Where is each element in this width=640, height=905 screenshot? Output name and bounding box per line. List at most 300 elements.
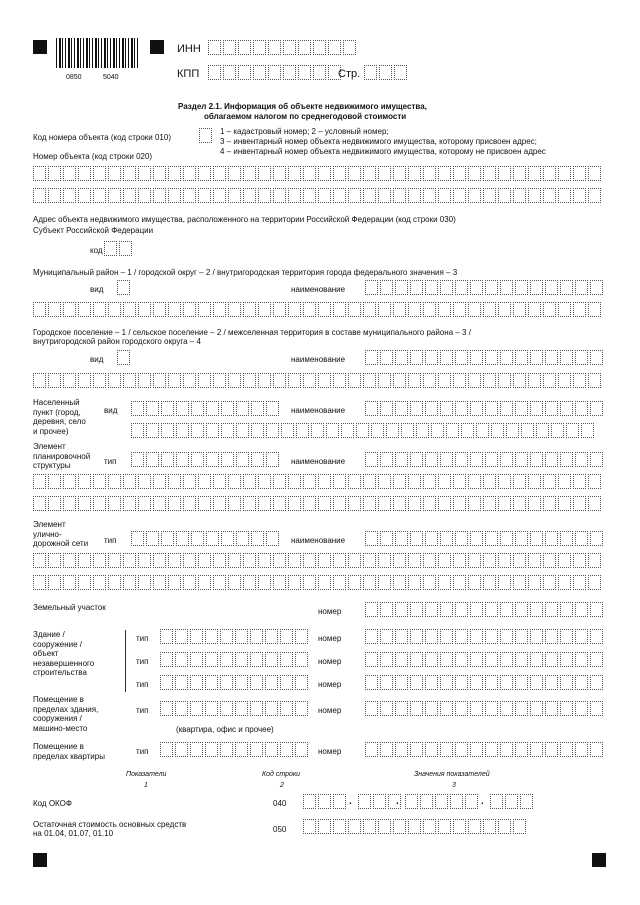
char-cell[interactable] xyxy=(48,188,61,203)
char-cell[interactable] xyxy=(500,652,513,667)
char-cell[interactable] xyxy=(190,675,203,690)
char-cell[interactable] xyxy=(273,188,286,203)
char-cell[interactable] xyxy=(33,474,46,489)
char-cell[interactable] xyxy=(470,602,483,617)
char-cell[interactable] xyxy=(560,350,573,365)
char-cell[interactable] xyxy=(575,452,588,467)
char-cell[interactable] xyxy=(440,401,453,416)
char-cell[interactable] xyxy=(410,401,423,416)
char-cell[interactable] xyxy=(453,553,466,568)
char-cell[interactable] xyxy=(438,373,451,388)
char-cell[interactable] xyxy=(108,496,121,511)
char-cell[interactable] xyxy=(505,794,518,809)
char-cell[interactable] xyxy=(266,401,279,416)
char-cell[interactable] xyxy=(318,474,331,489)
char-cell[interactable] xyxy=(528,166,541,181)
char-cell[interactable] xyxy=(295,652,308,667)
char-cell[interactable] xyxy=(348,302,361,317)
char-cell[interactable] xyxy=(500,602,513,617)
char-cell[interactable] xyxy=(545,350,558,365)
char-cell[interactable] xyxy=(468,474,481,489)
char-cell[interactable] xyxy=(401,423,414,438)
char-cell[interactable] xyxy=(303,819,316,834)
char-cell[interactable] xyxy=(520,794,533,809)
char-cell[interactable] xyxy=(515,629,528,644)
char-cell[interactable] xyxy=(168,496,181,511)
char-cell[interactable] xyxy=(365,701,378,716)
char-cell[interactable] xyxy=(250,675,263,690)
building-type-cells-1[interactable] xyxy=(160,629,310,644)
char-cell[interactable] xyxy=(515,452,528,467)
char-cell[interactable] xyxy=(515,350,528,365)
char-cell[interactable] xyxy=(33,302,46,317)
char-cell[interactable] xyxy=(295,629,308,644)
char-cell[interactable] xyxy=(123,474,136,489)
char-cell[interactable] xyxy=(153,302,166,317)
char-cell[interactable] xyxy=(470,629,483,644)
char-cell[interactable] xyxy=(425,452,438,467)
char-cell[interactable] xyxy=(348,373,361,388)
char-cell[interactable] xyxy=(235,742,248,757)
char-cell[interactable] xyxy=(298,40,311,55)
char-cell[interactable] xyxy=(470,280,483,295)
char-cell[interactable] xyxy=(545,401,558,416)
char-cell[interactable] xyxy=(483,166,496,181)
char-cell[interactable] xyxy=(575,401,588,416)
char-cell[interactable] xyxy=(365,652,378,667)
char-cell[interactable] xyxy=(365,280,378,295)
char-cell[interactable] xyxy=(243,373,256,388)
char-cell[interactable] xyxy=(238,40,251,55)
char-cell[interactable] xyxy=(198,553,211,568)
char-cell[interactable] xyxy=(483,575,496,590)
char-cell[interactable] xyxy=(393,166,406,181)
char-cell[interactable] xyxy=(470,652,483,667)
char-cell[interactable] xyxy=(273,373,286,388)
char-cell[interactable] xyxy=(131,423,144,438)
char-cell[interactable] xyxy=(119,241,132,256)
char-cell[interactable] xyxy=(160,629,173,644)
building-number-cells-3[interactable] xyxy=(365,675,605,690)
char-cell[interactable] xyxy=(588,496,601,511)
char-cell[interactable] xyxy=(348,553,361,568)
char-cell[interactable] xyxy=(205,652,218,667)
char-cell[interactable] xyxy=(123,553,136,568)
char-cell[interactable] xyxy=(198,575,211,590)
char-cell[interactable] xyxy=(528,474,541,489)
char-cell[interactable] xyxy=(590,629,603,644)
char-cell[interactable] xyxy=(363,188,376,203)
char-cell[interactable] xyxy=(333,474,346,489)
char-cell[interactable] xyxy=(483,819,496,834)
char-cell[interactable] xyxy=(228,373,241,388)
char-cell[interactable] xyxy=(425,742,438,757)
char-cell[interactable] xyxy=(138,553,151,568)
char-cell[interactable] xyxy=(108,553,121,568)
char-cell[interactable] xyxy=(485,742,498,757)
char-cell[interactable] xyxy=(168,553,181,568)
char-cell[interactable] xyxy=(236,423,249,438)
char-cell[interactable] xyxy=(438,188,451,203)
char-cell[interactable] xyxy=(228,302,241,317)
char-cell[interactable] xyxy=(528,575,541,590)
char-cell[interactable] xyxy=(333,819,346,834)
char-cell[interactable] xyxy=(455,452,468,467)
char-cell[interactable] xyxy=(63,575,76,590)
char-cell[interactable] xyxy=(168,302,181,317)
char-cell[interactable] xyxy=(408,819,421,834)
municipal-name-row-2[interactable] xyxy=(33,302,603,317)
char-cell[interactable] xyxy=(408,474,421,489)
char-cell[interactable] xyxy=(373,794,386,809)
char-cell[interactable] xyxy=(468,373,481,388)
char-cell[interactable] xyxy=(378,474,391,489)
char-cell[interactable] xyxy=(380,629,393,644)
char-cell[interactable] xyxy=(588,474,601,489)
char-cell[interactable] xyxy=(123,496,136,511)
char-cell[interactable] xyxy=(228,166,241,181)
char-cell[interactable] xyxy=(440,652,453,667)
char-cell[interactable] xyxy=(348,474,361,489)
planning-name-row-3[interactable] xyxy=(33,496,603,511)
char-cell[interactable] xyxy=(108,302,121,317)
char-cell[interactable] xyxy=(498,474,511,489)
char-cell[interactable] xyxy=(530,675,543,690)
char-cell[interactable] xyxy=(408,373,421,388)
char-cell[interactable] xyxy=(190,701,203,716)
char-cell[interactable] xyxy=(198,496,211,511)
char-cell[interactable] xyxy=(333,166,346,181)
char-cell[interactable] xyxy=(117,280,130,295)
char-cell[interactable] xyxy=(560,452,573,467)
char-cell[interactable] xyxy=(380,452,393,467)
char-cell[interactable] xyxy=(440,280,453,295)
char-cell[interactable] xyxy=(235,652,248,667)
char-cell[interactable] xyxy=(265,742,278,757)
char-cell[interactable] xyxy=(543,188,556,203)
char-cell[interactable] xyxy=(558,373,571,388)
char-cell[interactable] xyxy=(138,188,151,203)
char-cell[interactable] xyxy=(288,302,301,317)
char-cell[interactable] xyxy=(560,531,573,546)
char-cell[interactable] xyxy=(280,629,293,644)
char-cell[interactable] xyxy=(303,474,316,489)
char-cell[interactable] xyxy=(393,188,406,203)
char-cell[interactable] xyxy=(183,302,196,317)
char-cell[interactable] xyxy=(408,496,421,511)
char-cell[interactable] xyxy=(410,350,423,365)
char-cell[interactable] xyxy=(455,401,468,416)
char-cell[interactable] xyxy=(153,575,166,590)
char-cell[interactable] xyxy=(506,423,519,438)
char-cell[interactable] xyxy=(221,423,234,438)
street-name-row-3[interactable] xyxy=(33,575,603,590)
planning-type-cells[interactable] xyxy=(131,452,281,467)
char-cell[interactable] xyxy=(161,531,174,546)
char-cell[interactable] xyxy=(393,302,406,317)
building-type-cells-2[interactable] xyxy=(160,652,310,667)
char-cell[interactable] xyxy=(590,701,603,716)
char-cell[interactable] xyxy=(395,652,408,667)
char-cell[interactable] xyxy=(590,401,603,416)
char-cell[interactable] xyxy=(258,496,271,511)
char-cell[interactable] xyxy=(250,629,263,644)
char-cell[interactable] xyxy=(545,452,558,467)
char-cell[interactable] xyxy=(213,553,226,568)
char-cell[interactable] xyxy=(153,474,166,489)
char-cell[interactable] xyxy=(468,553,481,568)
object-code-cell[interactable] xyxy=(199,128,214,143)
char-cell[interactable] xyxy=(573,575,586,590)
char-cell[interactable] xyxy=(283,40,296,55)
char-cell[interactable] xyxy=(483,373,496,388)
char-cell[interactable] xyxy=(251,452,264,467)
char-cell[interactable] xyxy=(190,652,203,667)
building-number-cells-2[interactable] xyxy=(365,652,605,667)
char-cell[interactable] xyxy=(213,474,226,489)
char-cell[interactable] xyxy=(93,575,106,590)
char-cell[interactable] xyxy=(117,350,130,365)
char-cell[interactable] xyxy=(560,280,573,295)
char-cell[interactable] xyxy=(318,553,331,568)
char-cell[interactable] xyxy=(380,742,393,757)
char-cell[interactable] xyxy=(575,701,588,716)
char-cell[interactable] xyxy=(318,794,331,809)
char-cell[interactable] xyxy=(543,302,556,317)
char-cell[interactable] xyxy=(468,496,481,511)
char-cell[interactable] xyxy=(228,575,241,590)
char-cell[interactable] xyxy=(258,575,271,590)
char-cell[interactable] xyxy=(425,531,438,546)
char-cell[interactable] xyxy=(183,188,196,203)
char-cell[interactable] xyxy=(515,652,528,667)
char-cell[interactable] xyxy=(48,474,61,489)
char-cell[interactable] xyxy=(425,401,438,416)
char-cell[interactable] xyxy=(138,474,151,489)
char-cell[interactable] xyxy=(461,423,474,438)
char-cell[interactable] xyxy=(236,401,249,416)
street-type-cells[interactable] xyxy=(131,531,281,546)
char-cell[interactable] xyxy=(483,474,496,489)
char-cell[interactable] xyxy=(183,575,196,590)
char-cell[interactable] xyxy=(123,166,136,181)
char-cell[interactable] xyxy=(405,794,418,809)
char-cell[interactable] xyxy=(250,742,263,757)
char-cell[interactable] xyxy=(280,652,293,667)
char-cell[interactable] xyxy=(348,166,361,181)
char-cell[interactable] xyxy=(295,675,308,690)
char-cell[interactable] xyxy=(280,675,293,690)
char-cell[interactable] xyxy=(190,742,203,757)
char-cell[interactable] xyxy=(515,602,528,617)
char-cell[interactable] xyxy=(575,280,588,295)
char-cell[interactable] xyxy=(528,188,541,203)
char-cell[interactable] xyxy=(318,575,331,590)
char-cell[interactable] xyxy=(160,652,173,667)
char-cell[interactable] xyxy=(455,602,468,617)
char-cell[interactable] xyxy=(438,474,451,489)
char-cell[interactable] xyxy=(438,819,451,834)
char-cell[interactable] xyxy=(394,65,407,80)
okof-cells-group-3[interactable] xyxy=(405,794,480,809)
char-cell[interactable] xyxy=(243,553,256,568)
char-cell[interactable] xyxy=(410,531,423,546)
char-cell[interactable] xyxy=(378,496,391,511)
char-cell[interactable] xyxy=(530,350,543,365)
char-cell[interactable] xyxy=(343,40,356,55)
char-cell[interactable] xyxy=(423,188,436,203)
char-cell[interactable] xyxy=(123,373,136,388)
char-cell[interactable] xyxy=(438,575,451,590)
char-cell[interactable] xyxy=(500,701,513,716)
char-cell[interactable] xyxy=(483,302,496,317)
char-cell[interactable] xyxy=(410,701,423,716)
okof-cells-group-1[interactable] xyxy=(303,794,348,809)
land-number-cells[interactable] xyxy=(365,602,605,617)
char-cell[interactable] xyxy=(251,401,264,416)
char-cell[interactable] xyxy=(438,496,451,511)
char-cell[interactable] xyxy=(131,452,144,467)
char-cell[interactable] xyxy=(590,675,603,690)
char-cell[interactable] xyxy=(528,373,541,388)
char-cell[interactable] xyxy=(393,553,406,568)
char-cell[interactable] xyxy=(558,496,571,511)
char-cell[interactable] xyxy=(408,166,421,181)
char-cell[interactable] xyxy=(268,40,281,55)
char-cell[interactable] xyxy=(168,166,181,181)
char-cell[interactable] xyxy=(153,496,166,511)
char-cell[interactable] xyxy=(258,166,271,181)
char-cell[interactable] xyxy=(283,65,296,80)
char-cell[interactable] xyxy=(198,474,211,489)
char-cell[interactable] xyxy=(281,423,294,438)
char-cell[interactable] xyxy=(183,166,196,181)
char-cell[interactable] xyxy=(213,166,226,181)
char-cell[interactable] xyxy=(530,629,543,644)
char-cell[interactable] xyxy=(78,474,91,489)
char-cell[interactable] xyxy=(408,188,421,203)
char-cell[interactable] xyxy=(258,188,271,203)
char-cell[interactable] xyxy=(288,373,301,388)
char-cell[interactable] xyxy=(63,474,76,489)
char-cell[interactable] xyxy=(168,575,181,590)
char-cell[interactable] xyxy=(470,401,483,416)
char-cell[interactable] xyxy=(333,188,346,203)
char-cell[interactable] xyxy=(423,373,436,388)
char-cell[interactable] xyxy=(253,40,266,55)
char-cell[interactable] xyxy=(303,553,316,568)
char-cell[interactable] xyxy=(560,742,573,757)
char-cell[interactable] xyxy=(545,701,558,716)
char-cell[interactable] xyxy=(78,166,91,181)
char-cell[interactable] xyxy=(485,652,498,667)
char-cell[interactable] xyxy=(311,423,324,438)
char-cell[interactable] xyxy=(243,575,256,590)
char-cell[interactable] xyxy=(363,553,376,568)
char-cell[interactable] xyxy=(365,531,378,546)
char-cell[interactable] xyxy=(160,701,173,716)
char-cell[interactable] xyxy=(575,531,588,546)
residual-cells[interactable] xyxy=(303,819,528,834)
char-cell[interactable] xyxy=(410,602,423,617)
page-cells[interactable] xyxy=(364,65,409,80)
char-cell[interactable] xyxy=(380,602,393,617)
subject-code-cells[interactable] xyxy=(104,241,134,256)
char-cell[interactable] xyxy=(379,65,392,80)
char-cell[interactable] xyxy=(48,166,61,181)
char-cell[interactable] xyxy=(168,188,181,203)
char-cell[interactable] xyxy=(33,575,46,590)
char-cell[interactable] xyxy=(358,794,371,809)
char-cell[interactable] xyxy=(131,401,144,416)
char-cell[interactable] xyxy=(395,452,408,467)
char-cell[interactable] xyxy=(470,350,483,365)
char-cell[interactable] xyxy=(455,280,468,295)
char-cell[interactable] xyxy=(153,373,166,388)
char-cell[interactable] xyxy=(364,65,377,80)
char-cell[interactable] xyxy=(483,553,496,568)
char-cell[interactable] xyxy=(380,350,393,365)
char-cell[interactable] xyxy=(530,701,543,716)
char-cell[interactable] xyxy=(161,401,174,416)
char-cell[interactable] xyxy=(513,474,526,489)
char-cell[interactable] xyxy=(33,553,46,568)
char-cell[interactable] xyxy=(356,423,369,438)
char-cell[interactable] xyxy=(468,575,481,590)
char-cell[interactable] xyxy=(395,531,408,546)
char-cell[interactable] xyxy=(78,188,91,203)
char-cell[interactable] xyxy=(235,629,248,644)
char-cell[interactable] xyxy=(423,575,436,590)
char-cell[interactable] xyxy=(318,819,331,834)
char-cell[interactable] xyxy=(153,188,166,203)
char-cell[interactable] xyxy=(455,652,468,667)
char-cell[interactable] xyxy=(288,166,301,181)
char-cell[interactable] xyxy=(575,629,588,644)
char-cell[interactable] xyxy=(530,742,543,757)
street-name-row-1[interactable] xyxy=(365,531,605,546)
char-cell[interactable] xyxy=(395,401,408,416)
char-cell[interactable] xyxy=(588,553,601,568)
room-number-cells[interactable] xyxy=(365,742,605,757)
char-cell[interactable] xyxy=(378,302,391,317)
char-cell[interactable] xyxy=(175,652,188,667)
char-cell[interactable] xyxy=(573,496,586,511)
kpp-cells[interactable] xyxy=(208,65,343,80)
char-cell[interactable] xyxy=(425,701,438,716)
char-cell[interactable] xyxy=(500,675,513,690)
char-cell[interactable] xyxy=(318,188,331,203)
char-cell[interactable] xyxy=(476,423,489,438)
char-cell[interactable] xyxy=(191,423,204,438)
char-cell[interactable] xyxy=(378,553,391,568)
char-cell[interactable] xyxy=(420,794,433,809)
char-cell[interactable] xyxy=(243,166,256,181)
char-cell[interactable] xyxy=(175,675,188,690)
char-cell[interactable] xyxy=(333,496,346,511)
char-cell[interactable] xyxy=(545,280,558,295)
char-cell[interactable] xyxy=(183,474,196,489)
char-cell[interactable] xyxy=(258,373,271,388)
char-cell[interactable] xyxy=(161,423,174,438)
char-cell[interactable] xyxy=(288,188,301,203)
char-cell[interactable] xyxy=(168,474,181,489)
char-cell[interactable] xyxy=(33,373,46,388)
char-cell[interactable] xyxy=(483,188,496,203)
char-cell[interactable] xyxy=(365,401,378,416)
char-cell[interactable] xyxy=(498,575,511,590)
okof-cells-group-4[interactable] xyxy=(490,794,535,809)
